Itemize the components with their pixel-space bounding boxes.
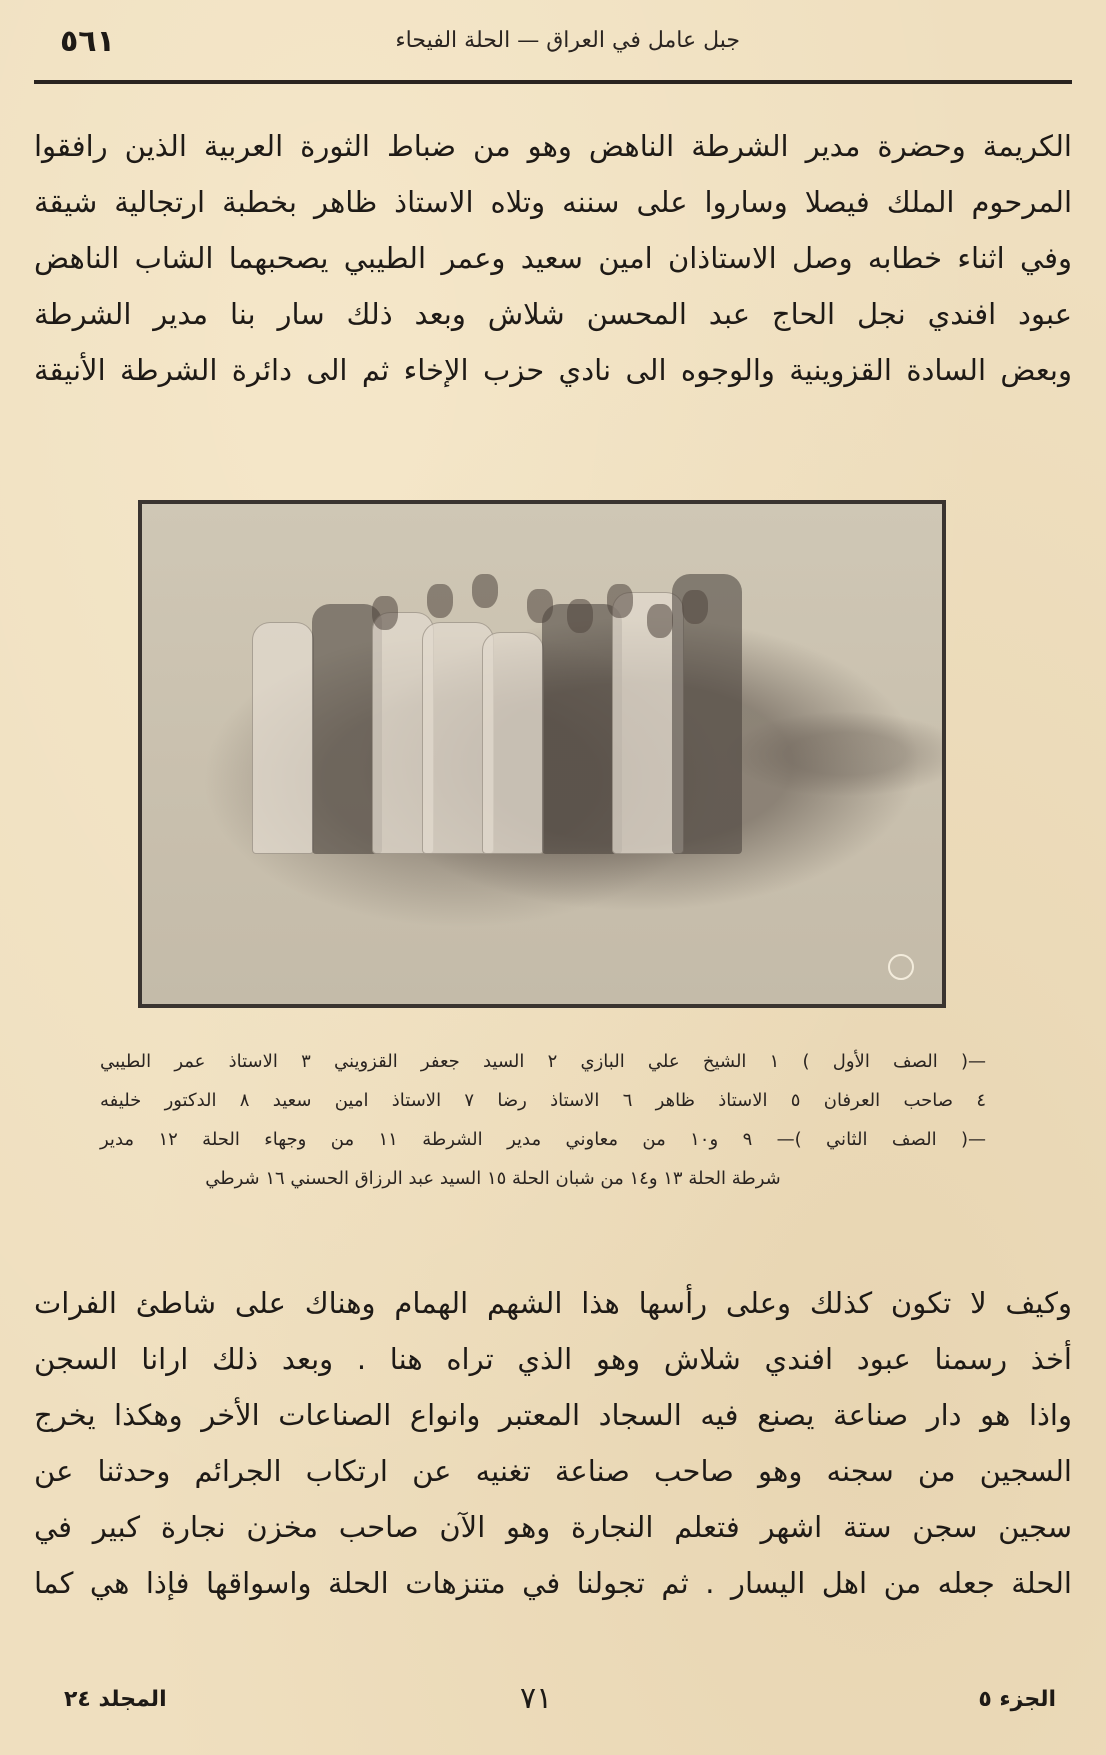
- text-line: أخذ رسمنا عبود افندي شلاش وهو الذي تراه هنا . وبعد ذلك ارانا السجن: [34, 1342, 1072, 1376]
- top-paragraph: [34, 118, 1072, 398]
- bottom-paragraph: [34, 1275, 1072, 1611]
- issue-number: الجزء ٥: [978, 1687, 1056, 1712]
- volume-number: المجلد ٢٤: [64, 1687, 167, 1712]
- text-line: وفي اثناء خطابه وصل الاستاذان امين سعيد وعمر الطيبي يصحبهما الشاب الناهض: [34, 241, 1072, 275]
- text-line: وكيف لا تكون كذلك وعلى رأسها هذا الشهم الهمام وهناك على شاطئ الفرات: [34, 1286, 1072, 1320]
- photo-figure: [482, 632, 544, 854]
- text-line: الحلة جعله من اهل اليسار . ثم تجولنا في متنزهات الحلة واسواقها فإذا هي كما: [34, 1566, 1072, 1600]
- text-line: وبعض السادة القزوينية والوجوه الى نادي حزب الإخاء ثم الى دائرة الشرطة الأنيقة: [34, 353, 1072, 387]
- caption-line: ٤ صاحب العرفان ٥ الاستاذ ظاهر ٦ الاستاذ رضا ٧ الاستاذ امين سعيد ٨ الدكتور خليفه: [100, 1090, 986, 1111]
- photo-head: [372, 596, 398, 630]
- text-line: سجين سجن ستة اشهر فتعلم النجارة وهو الآن صاحب مخزن نجارة كبير في: [34, 1510, 1072, 1544]
- photo-head: [427, 584, 453, 618]
- text-line: واذا هو دار صناعة يصنع فيه السجاد المعتبر وانواع الصناعات الأخر وهكذا يخرج: [34, 1398, 1072, 1432]
- caption-line: —( الصف الأول ) ١ الشيخ علي البازي ٢ السيد جعفر القزويني ٣ الاستاذ عمر الطيبي: [100, 1051, 987, 1072]
- photo-head: [567, 599, 593, 633]
- text-line: السجين من سجنه وهو صاحب صناعة تغنيه عن ارتكاب الجرائم وحدثنا عن: [34, 1454, 1072, 1488]
- header-rule: [34, 80, 1072, 84]
- photo-caption: [100, 1042, 986, 1198]
- group-photograph: [138, 500, 946, 1008]
- folio-number: ٧١: [520, 1681, 553, 1716]
- page-header: [36, 18, 1070, 78]
- photo-head: [682, 590, 708, 624]
- page-footer: [50, 1681, 1056, 1725]
- photo-head: [647, 604, 673, 638]
- text-line: عبود افندي نجل الحاج عبد المحسن شلاش وبعد ذلك سار بنا مدير الشرطة: [34, 297, 1072, 331]
- text-line: الكريمة وحضرة مدير الشرطة الناهض وهو من ضباط الثورة العربية الذين رافقوا: [34, 129, 1072, 163]
- running-title: جبل عامل في العراق — الحلة الفيحاء: [395, 28, 740, 53]
- photo-figure: [542, 604, 622, 854]
- caption-line: —( الصف الثاني )— ٩ و١٠ من معاوني مدير الشرطة ١١ من وجهاء الحلة ١٢ مدير: [100, 1129, 987, 1150]
- photo-head: [472, 574, 498, 608]
- photo-head: [527, 589, 553, 623]
- caption-line: شرطة الحلة ١٣ و١٤ من شبان الحلة ١٥ السيد عبد الرزاق الحسني ١٦ شرطي: [205, 1168, 781, 1189]
- text-line: المرحوم الملك فيصلا وساروا على سننه وتلاه الاستاذ ظاهر بخطبة ارتجالية شيقة: [34, 185, 1072, 219]
- photo-head: [607, 584, 633, 618]
- photo-engraver-mark-icon: [888, 954, 914, 980]
- photo-figure: [252, 622, 314, 854]
- page-number: ٥٦١: [60, 24, 115, 59]
